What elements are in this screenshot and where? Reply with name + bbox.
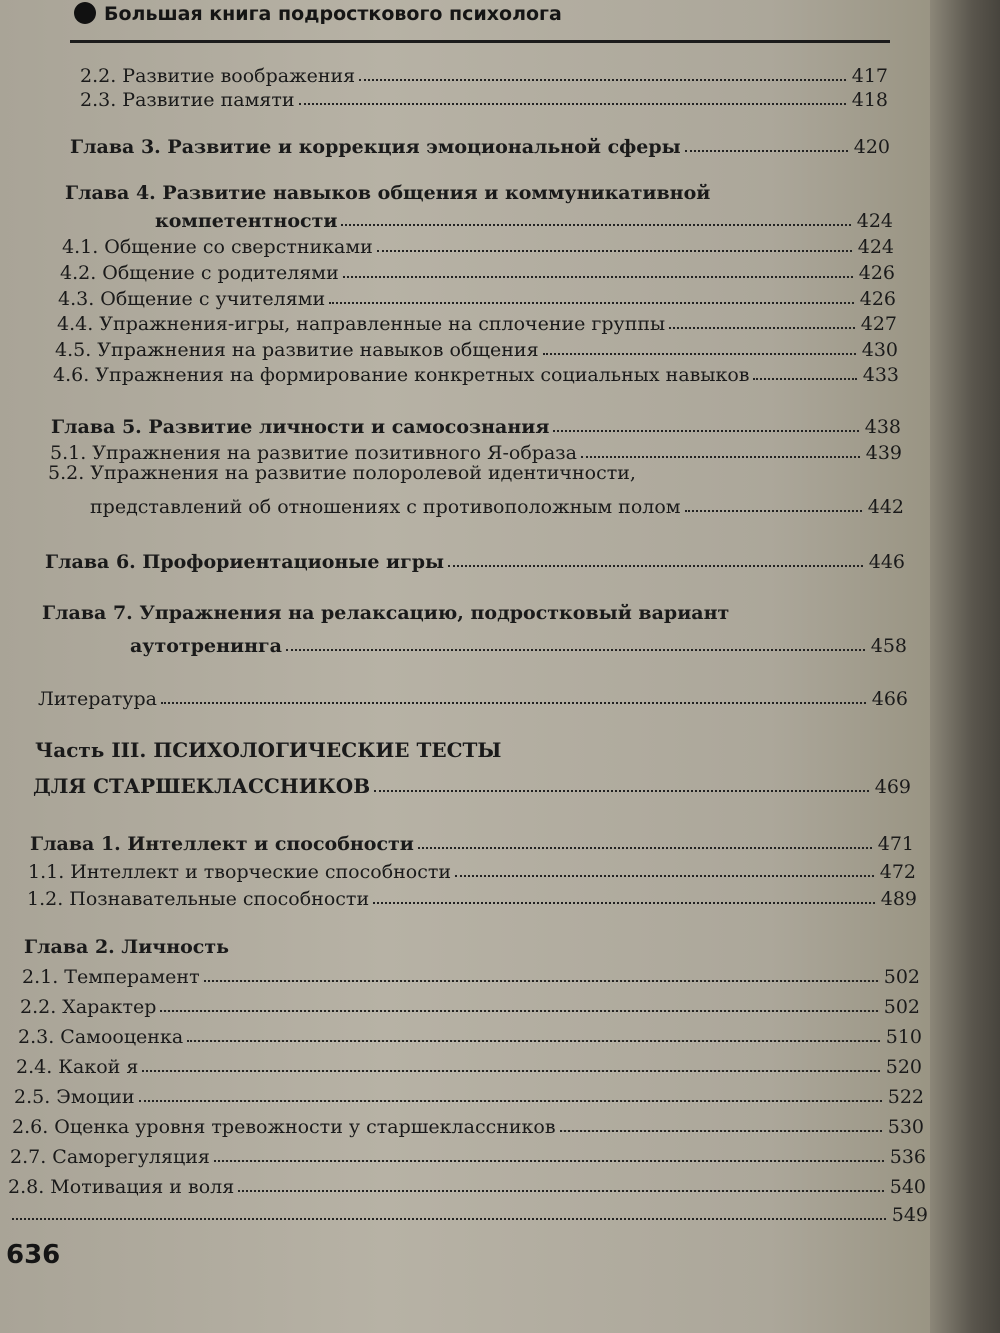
leader-dots bbox=[543, 353, 856, 355]
leader-dots bbox=[329, 302, 854, 304]
leader-dots bbox=[160, 1010, 877, 1012]
toc-entry-5-2: представлений об отношениях с противоположным полом 442 bbox=[90, 496, 904, 518]
toc-entry-4-2: 4.2. Общение с родителями 426 bbox=[60, 262, 895, 284]
toc-part3-chapter-2: Глава 2. Личность bbox=[24, 936, 230, 958]
leader-dots bbox=[374, 790, 869, 792]
header-rule bbox=[70, 40, 890, 43]
leader-dots bbox=[553, 430, 858, 432]
toc-entry-4-4: 4.4. Упражнения-игры, направленные на сплочение группы 427 bbox=[57, 313, 897, 335]
toc-chapter-3: Глава 3. Развитие и коррекция эмоциональной сферы 420 bbox=[70, 136, 890, 158]
toc-entry-4-1: 4.1. Общение со сверстниками 424 bbox=[62, 236, 894, 258]
leader-dots bbox=[753, 378, 856, 380]
leader-dots bbox=[669, 327, 855, 329]
toc-chapter-4: компетентности 424 bbox=[155, 210, 893, 232]
toc-part3-entry-2-4: 2.4. Какой я 520 bbox=[16, 1056, 922, 1078]
toc-entry-2-3: 2.3. Развитие памяти 418 bbox=[80, 89, 888, 111]
toc-entry-2-2: 2.2. Развитие воображения 417 bbox=[80, 65, 888, 87]
leader-dots bbox=[448, 565, 863, 567]
toc-trailing-entry: 549 bbox=[8, 1196, 928, 1226]
leader-dots bbox=[299, 103, 846, 105]
leader-dots bbox=[581, 456, 860, 458]
leader-dots bbox=[343, 276, 853, 278]
toc-chapter-5: Глава 5. Развитие личности и самосознания 438 bbox=[51, 416, 901, 438]
toc-part3-chapter-1: Глава 1. Интеллект и способности 471 bbox=[30, 833, 914, 855]
toc-chapter-6: Глава 6. Профориентационые игры 446 bbox=[45, 551, 905, 573]
toc-literature: Литература 466 bbox=[38, 688, 908, 710]
leader-dots bbox=[139, 1100, 882, 1102]
bullet-icon bbox=[74, 2, 96, 24]
leader-dots bbox=[560, 1130, 882, 1132]
toc-entry-5-1: 5.1. Упражнения на развитие позитивного Я-образа 439 bbox=[50, 442, 902, 464]
toc-entry-4-5: 4.5. Упражнения на развитие навыков общения 430 bbox=[55, 339, 898, 361]
leader-dots bbox=[214, 1160, 884, 1162]
toc-part-3: ДЛЯ СТАРШЕКЛАССНИКОВ 469 bbox=[33, 774, 911, 798]
toc-chapter-7-line1: Глава 7. Упражнения на релаксацию, подростковый вариант bbox=[42, 602, 730, 624]
toc-part3-entry-2-2: 2.2. Характер 502 bbox=[20, 996, 920, 1018]
leader-dots bbox=[685, 150, 848, 152]
leader-dots bbox=[377, 250, 852, 252]
toc-entry-5-2-line1: 5.2. Упражнения на развитие полоролевой идентичности, bbox=[48, 462, 636, 484]
toc-part-3-line1: Часть III. ПСИХОЛОГИЧЕСКИЕ ТЕСТЫ bbox=[35, 738, 502, 762]
toc-entry-4-6: 4.6. Упражнения на формирование конкретных социальных навыков 433 bbox=[53, 364, 899, 386]
leader-dots bbox=[187, 1040, 880, 1042]
leader-dots bbox=[142, 1070, 879, 1072]
leader-dots bbox=[455, 875, 874, 877]
leader-dots bbox=[373, 902, 875, 904]
leader-dots bbox=[238, 1190, 884, 1192]
leader-dots bbox=[341, 224, 850, 226]
toc-part3-entry-2-5: 2.5. Эмоции 522 bbox=[14, 1086, 924, 1108]
leader-dots bbox=[161, 702, 866, 704]
toc-chapter-4-line1: Глава 4. Развитие навыков общения и коммуникативной bbox=[65, 182, 711, 204]
leader-dots bbox=[685, 510, 862, 512]
leader-dots bbox=[286, 649, 865, 651]
toc-part3-entry-1-1: 1.1. Интеллект и творческие способности 472 bbox=[28, 861, 916, 883]
toc-part3-entry-1-2: 1.2. Познавательные способности 489 bbox=[27, 888, 917, 910]
toc-part3-entry-2-8: 2.8. Мотивация и воля 540 bbox=[8, 1176, 926, 1198]
toc-part3-entry-2-3: 2.3. Самооценка 510 bbox=[18, 1026, 922, 1048]
toc-entry-4-3: 4.3. Общение с учителями 426 bbox=[58, 288, 896, 310]
leader-dots bbox=[204, 980, 878, 982]
leader-dots bbox=[12, 1218, 886, 1220]
toc-part3-entry-2-7: 2.7. Саморегуляция 536 bbox=[10, 1146, 926, 1168]
running-header bbox=[74, 2, 562, 25]
page-number: 636 bbox=[6, 1240, 61, 1270]
toc-chapter-7: аутотренинга 458 bbox=[130, 635, 907, 657]
page-edge-shadow bbox=[930, 0, 1000, 1333]
toc-part3-entry-2-1: 2.1. Темперамент 502 bbox=[22, 966, 920, 988]
running-header-title: Большая книга подросткового психолога bbox=[104, 3, 562, 25]
toc-part3-entry-2-6: 2.6. Оценка уровня тревожности у старшеклассников 530 bbox=[12, 1116, 924, 1138]
leader-dots bbox=[418, 847, 872, 849]
